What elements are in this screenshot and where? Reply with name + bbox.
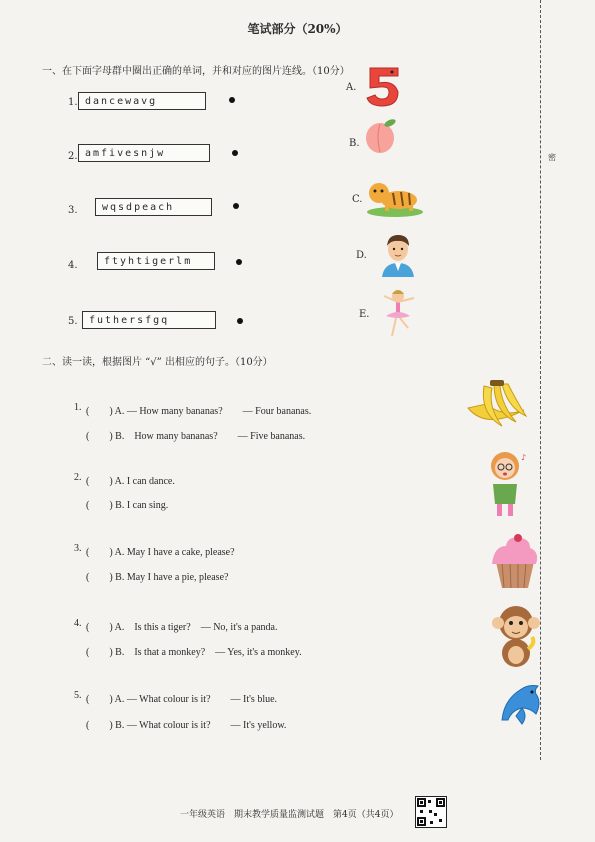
peach-icon[interactable]	[364, 116, 400, 156]
q2-option-b[interactable]: ( ) B. I can sing.	[86, 500, 169, 511]
q4-number: 4.	[74, 618, 82, 629]
item5-number: 5.	[68, 316, 78, 327]
q5-number: 5.	[74, 690, 82, 701]
qr-code-pattern-icon	[416, 797, 446, 827]
match-dot-4[interactable]	[236, 259, 242, 265]
item3-number: 3.	[68, 205, 78, 216]
letter-group-1[interactable]: dancewavg	[78, 92, 206, 110]
match-dot-1[interactable]	[229, 97, 235, 103]
svg-text:♪: ♪	[521, 453, 527, 462]
monkey-icon	[492, 603, 544, 669]
q5-option-b[interactable]: ( ) B. — What colour is it? — It's yellow.	[86, 720, 287, 731]
q1-option-a[interactable]: ( ) A. — How many bananas? — Four bananas.	[86, 406, 312, 417]
q3-option-b[interactable]: ( ) B. May I have a pie, please?	[86, 572, 229, 583]
page-footer: 一年级英语 期末教学质量监测试题 第4页（共4页）	[180, 810, 399, 820]
picture-b-label: B.	[349, 138, 360, 149]
item1-number: 1.	[68, 97, 78, 108]
section2-heading: 二、读一读，根据图片 “√” 出相应的句子。（10分）	[42, 357, 273, 368]
bananas-icon	[464, 378, 528, 430]
letter-group-3[interactable]: wqsdpeach	[95, 198, 212, 216]
binding-mark: 密	[548, 153, 556, 162]
father-icon[interactable]	[380, 229, 416, 277]
q4-option-a[interactable]: ( ) A. Is this a tiger? — No, it's a panda.	[86, 622, 278, 633]
picture-e-label: E.	[359, 309, 370, 320]
q2-option-a[interactable]: ( ) A. I can dance.	[86, 476, 175, 487]
q5-option-a[interactable]: ( ) A. — What colour is it? — It's blue.	[86, 694, 278, 705]
letter-group-4[interactable]: ftyhtigerlm	[97, 252, 215, 270]
picture-a-label: A.	[346, 82, 357, 93]
item4-number: 4.	[68, 260, 78, 271]
section1-heading: 一、在下面字母群中圈出正确的单词，并和对应的图片连线。（10分）	[42, 66, 350, 77]
singing-girl-icon	[483, 446, 531, 522]
q1-option-b[interactable]: ( ) B. How many bananas? — Five bananas.	[86, 431, 306, 442]
page-title: 笔试部分（20%）	[247, 22, 348, 36]
q3-number: 3.	[74, 543, 82, 554]
letter-group-2[interactable]: amfivesnjw	[78, 144, 210, 162]
letter-group-5[interactable]: futhersfgq	[82, 311, 216, 329]
picture-d-label: D.	[356, 250, 367, 261]
match-dot-5[interactable]	[237, 318, 243, 324]
dolphin-icon	[498, 680, 546, 726]
item2-number: 2.	[68, 151, 78, 162]
qr-code	[415, 796, 447, 828]
match-dot-3[interactable]	[233, 203, 239, 209]
cupcake-icon	[490, 532, 540, 592]
q1-number: 1.	[74, 402, 82, 413]
q3-option-a[interactable]: ( ) A. May I have a cake, please?	[86, 547, 235, 558]
q2-number: 2.	[74, 472, 82, 483]
dancer-icon[interactable]	[378, 288, 420, 340]
picture-c-label: C.	[352, 194, 363, 205]
number-five-icon[interactable]	[362, 62, 408, 108]
match-dot-2[interactable]	[232, 150, 238, 156]
q4-option-b[interactable]: ( ) B. Is that a monkey? — Yes, it's a monkey.	[86, 647, 302, 658]
tiger-icon[interactable]	[365, 175, 425, 219]
